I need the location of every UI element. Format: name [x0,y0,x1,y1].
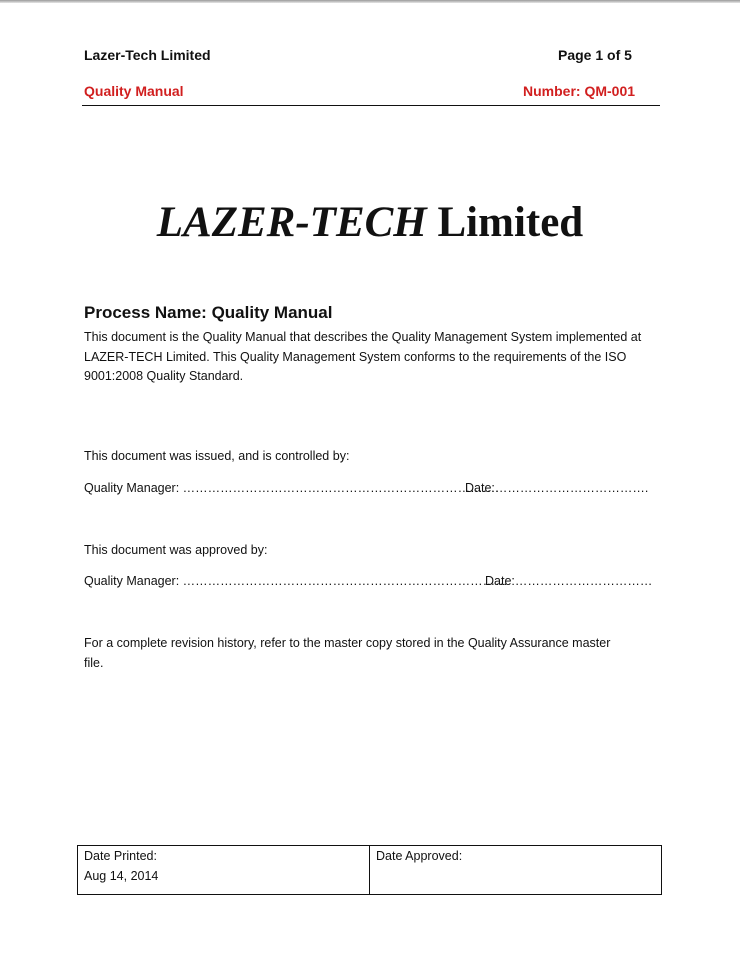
header-divider [82,105,660,106]
footer-cell-date-printed [78,846,369,894]
approved-date-line: Date:…………………………… [485,574,653,588]
intro-line: LAZER-TECH Limited. This Quality Management System conforms to the requirements of the ISO [84,349,627,364]
process-name-heading: Process Name: Quality Manual [84,303,333,322]
header-company-name: Lazer-Tech Limited [84,47,211,63]
revision-history-note [84,634,610,673]
date-printed-value: Aug 14, 2014 [84,869,159,883]
date-approved-label: Date Approved: [376,849,463,863]
approved-quality-manager-line: Quality Manager: …………………………………………………………………… [84,574,508,588]
approved-by-label: This document was approved by: [84,543,268,557]
issued-quality-manager-line: Quality Manager: …………………………………………………………………. [84,481,499,495]
title-regular-part: Limited [426,199,584,246]
revision-line: file. [84,655,104,670]
issued-date-line: Date:………………………………. [465,481,649,495]
title-italic-part: LAZER-TECH [156,199,427,246]
header-page-number: Page 1 of 5 [558,47,632,63]
footer-cell-date-approved [369,846,661,894]
header-manual-name: Quality Manual [84,83,184,99]
document-title [0,198,740,247]
header-document-number: Number: QM-001 [523,83,636,99]
footer-table [77,845,662,895]
date-printed-label: Date Printed: [84,849,157,863]
intro-paragraph [84,328,641,387]
intro-line: This document is the Quality Manual that describes the Quality Management System implemented at [84,330,642,344]
issued-by-label: This document was issued, and is controlled by: [84,449,350,463]
revision-line: For a complete revision history, refer to the master copy stored in the Quality Assurance master [84,636,611,650]
intro-line: 9001:2008 Quality Standard. [84,369,244,383]
